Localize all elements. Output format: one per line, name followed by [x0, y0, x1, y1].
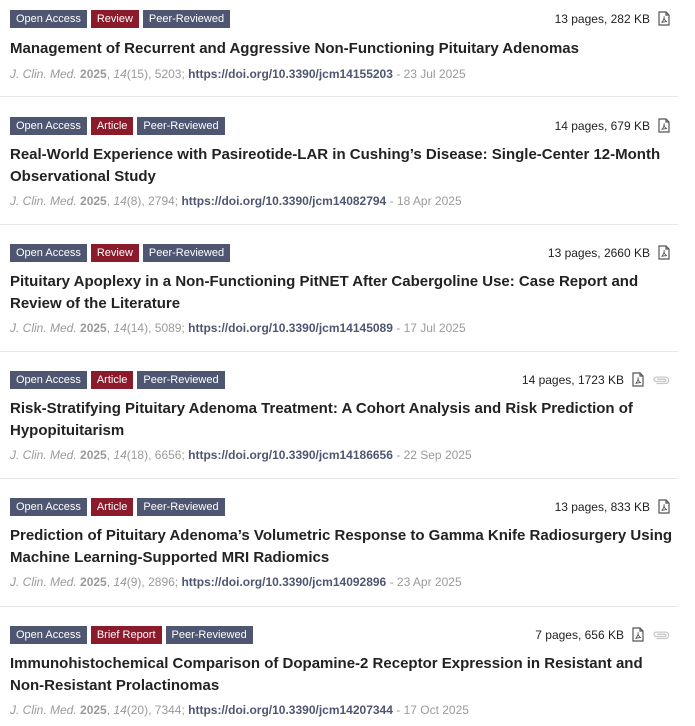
- publish-date: - 17 Jul 2025: [392, 321, 466, 335]
- publish-date: - 17 Oct 2025: [392, 703, 469, 717]
- file-size-text: 13 pages, 833 KB: [554, 499, 650, 514]
- issue-page: (20), 7344;: [126, 703, 189, 717]
- volume: 14: [113, 321, 127, 335]
- file-size-text: 13 pages, 2660 KB: [547, 245, 650, 260]
- article-type-badge: Review: [91, 244, 139, 262]
- supplementary-clip-icon[interactable]: [652, 629, 670, 641]
- volume: 14: [113, 194, 127, 208]
- year: 2025: [80, 448, 107, 462]
- publish-date: - 23 Apr 2025: [386, 575, 462, 589]
- open-access-badge: Open Access: [10, 10, 87, 28]
- file-info: [535, 627, 670, 642]
- file-size-text: 14 pages, 1723 KB: [521, 372, 624, 387]
- citation-line: J. Clin. Med. 2025, 14(8), 2794; https://doi.org/10.3390/jcm14082794 - 18 Apr 2025: [10, 194, 462, 208]
- doi-link[interactable]: https://doi.org/10.3390/jcm14186656: [188, 448, 393, 462]
- supplementary-clip-icon[interactable]: [652, 374, 670, 386]
- badge-group: [10, 498, 225, 516]
- article-item: [0, 371, 678, 479]
- citation-line: J. Clin. Med. 2025, 14(15), 5203; https://doi.org/10.3390/jcm14155203 - 23 Jul 2025: [10, 67, 466, 81]
- article-type-badge: Article: [91, 371, 134, 389]
- volume: 14: [113, 703, 127, 717]
- file-size-text: 13 pages, 282 KB: [554, 11, 650, 26]
- article-type-badge: Article: [91, 117, 134, 135]
- year: 2025: [80, 321, 107, 335]
- pdf-download-icon[interactable]: [658, 499, 670, 514]
- badge-group: [10, 117, 225, 135]
- open-access-badge: Open Access: [10, 244, 87, 262]
- open-access-badge: Open Access: [10, 371, 87, 389]
- article-item: [0, 626, 678, 726]
- article-title[interactable]: Management of Recurrent and Aggressive Non-Functioning Pituitary Adenomas: [10, 40, 579, 57]
- citation-line: J. Clin. Med. 2025, 14(20), 7344; https://doi.org/10.3390/jcm14207344 - 17 Oct 2025: [10, 703, 469, 717]
- doi-link[interactable]: https://doi.org/10.3390/jcm14082794: [181, 194, 387, 208]
- journal-name: J. Clin. Med.: [10, 448, 77, 462]
- article-title[interactable]: Immunohistochemical Comparison of Dopamine-2 Receptor Expression in Resistant and Non-Resistant Prolactinomas: [10, 655, 643, 694]
- pdf-download-icon[interactable]: [632, 627, 644, 642]
- citation-line: J. Clin. Med. 2025, 14(9), 2896; https://doi.org/10.3390/jcm14092896 - 23 Apr 2025: [10, 575, 462, 589]
- open-access-badge: Open Access: [10, 626, 87, 644]
- publish-date: - 18 Apr 2025: [386, 194, 462, 208]
- year: 2025: [80, 194, 107, 208]
- article-title[interactable]: Pituitary Apoplexy in a Non-Functioning PitNET After Cabergoline Use: Case Report and Review of the Literature: [10, 273, 639, 312]
- journal-name: J. Clin. Med.: [10, 575, 77, 589]
- article-title[interactable]: Real-World Experience with Pasireotide-LAR in Cushing’s Disease: Single-Center 12-Month Observational Study: [10, 146, 661, 185]
- doi-link[interactable]: https://doi.org/10.3390/jcm14155203: [188, 67, 393, 81]
- badge-group: [10, 371, 225, 389]
- article-title[interactable]: Risk-Stratifying Pituitary Adenoma Treatment: A Cohort Analysis and Risk Prediction of Hypopituitarism: [10, 400, 633, 439]
- peer-reviewed-badge: Peer-Reviewed: [137, 371, 224, 389]
- article-type-badge: Article: [91, 498, 134, 516]
- badge-group: [10, 10, 230, 28]
- pdf-download-icon[interactable]: [658, 118, 670, 133]
- issue-page: (15), 5203;: [126, 67, 189, 81]
- volume: 14: [113, 575, 127, 589]
- article-item: [0, 498, 678, 607]
- volume: 14: [113, 67, 127, 81]
- pdf-download-icon[interactable]: [658, 245, 670, 260]
- citation-line: J. Clin. Med. 2025, 14(18), 6656; https://doi.org/10.3390/jcm14186656 - 22 Sep 2025: [10, 448, 472, 462]
- peer-reviewed-badge: Peer-Reviewed: [137, 498, 224, 516]
- year: 2025: [80, 575, 107, 589]
- file-info: [555, 118, 670, 133]
- file-info: [548, 245, 670, 260]
- journal-name: J. Clin. Med.: [10, 321, 77, 335]
- doi-link[interactable]: https://doi.org/10.3390/jcm14145089: [188, 321, 393, 335]
- issue-page: (14), 5089;: [126, 321, 189, 335]
- file-info: [522, 372, 670, 387]
- file-info: [555, 11, 670, 26]
- issue-page: (9), 2896;: [126, 575, 182, 589]
- pdf-download-icon[interactable]: [632, 372, 644, 387]
- journal-name: J. Clin. Med.: [10, 703, 77, 717]
- article-item: [0, 117, 678, 225]
- article-title[interactable]: Prediction of Pituitary Adenoma’s Volumetric Response to Gamma Knife Radiosurgery Using Machine Learning-Supported MRI Radiomics: [10, 527, 673, 566]
- pdf-download-icon[interactable]: [658, 11, 670, 26]
- peer-reviewed-badge: Peer-Reviewed: [166, 626, 253, 644]
- file-size-text: 14 pages, 679 KB: [554, 118, 650, 133]
- file-size-text: 7 pages, 656 KB: [535, 627, 624, 642]
- journal-name: J. Clin. Med.: [10, 194, 77, 208]
- badge-group: [10, 244, 230, 262]
- issue-page: (18), 6656;: [126, 448, 189, 462]
- badge-group: [10, 626, 253, 644]
- volume: 14: [113, 448, 127, 462]
- publish-date: - 22 Sep 2025: [392, 448, 472, 462]
- peer-reviewed-badge: Peer-Reviewed: [137, 117, 224, 135]
- doi-link[interactable]: https://doi.org/10.3390/jcm14207344: [188, 703, 393, 717]
- file-info: [555, 499, 670, 514]
- publish-date: - 23 Jul 2025: [392, 67, 466, 81]
- article-item: [0, 10, 678, 97]
- peer-reviewed-badge: Peer-Reviewed: [143, 10, 230, 28]
- open-access-badge: Open Access: [10, 498, 87, 516]
- issue-page: (8), 2794;: [126, 194, 182, 208]
- open-access-badge: Open Access: [10, 117, 87, 135]
- citation-line: J. Clin. Med. 2025, 14(14), 5089; https://doi.org/10.3390/jcm14145089 - 17 Jul 2025: [10, 321, 466, 335]
- journal-name: J. Clin. Med.: [10, 67, 77, 81]
- article-type-badge: Brief Report: [91, 626, 162, 644]
- article-type-badge: Review: [91, 10, 139, 28]
- article-item: [0, 244, 678, 352]
- year: 2025: [80, 67, 107, 81]
- doi-link[interactable]: https://doi.org/10.3390/jcm14092896: [181, 575, 387, 589]
- peer-reviewed-badge: Peer-Reviewed: [143, 244, 230, 262]
- year: 2025: [80, 703, 107, 717]
